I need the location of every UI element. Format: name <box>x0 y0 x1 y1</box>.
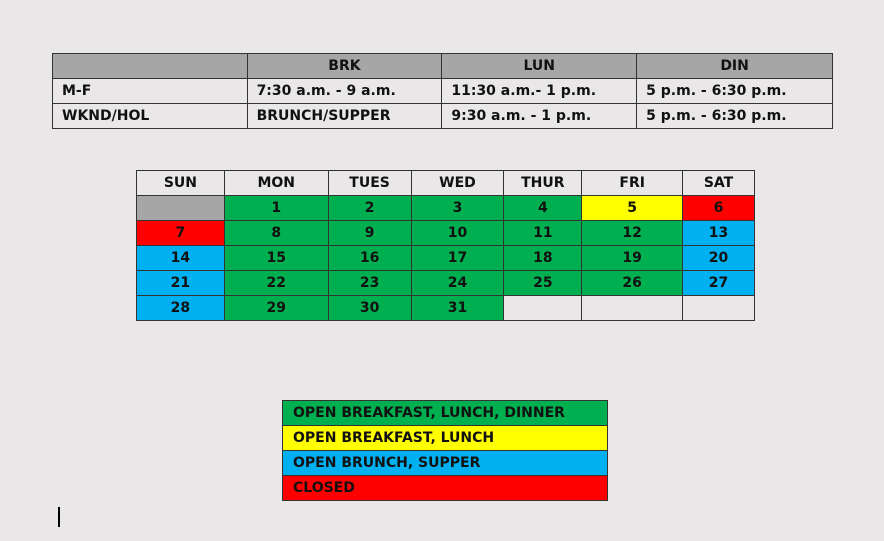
weekday-header[interactable]: TUES <box>328 171 411 196</box>
calendar-day-cell[interactable]: 18 <box>504 246 582 271</box>
calendar-week-row <box>137 246 755 271</box>
weekday-header[interactable]: WED <box>411 171 504 196</box>
hours-cell[interactable]: M-F <box>53 79 248 104</box>
legend-row <box>283 401 608 426</box>
calendar-day-cell[interactable]: 4 <box>504 196 582 221</box>
calendar-day-cell[interactable]: 14 <box>137 246 225 271</box>
calendar-day-cell[interactable]: 15 <box>224 246 328 271</box>
calendar-day-cell[interactable] <box>683 296 755 321</box>
legend-label[interactable]: OPEN BREAKFAST, LUNCH, DINNER <box>283 401 608 426</box>
hours-cell[interactable]: WKND/HOL <box>53 104 248 129</box>
calendar-body <box>137 196 755 321</box>
hours-cell[interactable]: 9:30 a.m. - 1 p.m. <box>442 104 637 129</box>
calendar-week-row <box>137 296 755 321</box>
hours-cell[interactable]: BRUNCH/SUPPER <box>247 104 442 129</box>
hours-header-row <box>53 54 833 79</box>
calendar-day-cell[interactable]: 16 <box>328 246 411 271</box>
legend-row <box>283 476 608 501</box>
weekday-header[interactable]: FRI <box>582 171 683 196</box>
legend-row <box>283 426 608 451</box>
calendar-week-row <box>137 196 755 221</box>
hours-row <box>53 104 833 129</box>
calendar-day-cell[interactable]: 25 <box>504 271 582 296</box>
hours-row <box>53 79 833 104</box>
calendar-day-cell[interactable] <box>137 196 225 221</box>
calendar-day-cell[interactable]: 21 <box>137 271 225 296</box>
calendar-day-cell[interactable]: 12 <box>582 221 683 246</box>
legend-body <box>283 401 608 501</box>
text-cursor <box>58 507 60 527</box>
hours-header-cell[interactable] <box>53 54 248 79</box>
weekday-header[interactable]: MON <box>224 171 328 196</box>
calendar-day-cell[interactable]: 26 <box>582 271 683 296</box>
calendar-day-cell[interactable]: 5 <box>582 196 683 221</box>
calendar-day-cell[interactable]: 11 <box>504 221 582 246</box>
calendar-day-cell[interactable]: 22 <box>224 271 328 296</box>
hours-cell[interactable]: 5 p.m. - 6:30 p.m. <box>637 79 833 104</box>
calendar-day-cell[interactable]: 6 <box>683 196 755 221</box>
calendar-day-cell[interactable]: 28 <box>137 296 225 321</box>
hours-header-cell[interactable]: BRK <box>247 54 442 79</box>
calendar-weekday-row <box>137 171 755 196</box>
calendar-day-cell[interactable] <box>582 296 683 321</box>
calendar-day-cell[interactable]: 19 <box>582 246 683 271</box>
calendar-day-cell[interactable]: 20 <box>683 246 755 271</box>
calendar-day-cell[interactable]: 10 <box>411 221 504 246</box>
hours-cell[interactable]: 11:30 a.m.- 1 p.m. <box>442 79 637 104</box>
calendar-day-cell[interactable] <box>504 296 582 321</box>
weekday-header[interactable]: THUR <box>504 171 582 196</box>
calendar-day-cell[interactable]: 24 <box>411 271 504 296</box>
legend-label[interactable]: CLOSED <box>283 476 608 501</box>
legend-row <box>283 451 608 476</box>
weekday-header[interactable]: SAT <box>683 171 755 196</box>
legend-table <box>282 400 608 501</box>
calendar-day-cell[interactable]: 30 <box>328 296 411 321</box>
calendar-day-cell[interactable]: 8 <box>224 221 328 246</box>
calendar-day-cell[interactable]: 27 <box>683 271 755 296</box>
calendar-day-cell[interactable]: 9 <box>328 221 411 246</box>
calendar-day-cell[interactable]: 29 <box>224 296 328 321</box>
hours-header-cell[interactable]: LUN <box>442 54 637 79</box>
calendar-day-cell[interactable]: 2 <box>328 196 411 221</box>
hours-cell[interactable]: 5 p.m. - 6:30 p.m. <box>637 104 833 129</box>
calendar-table <box>136 170 755 321</box>
legend-label[interactable]: OPEN BREAKFAST, LUNCH <box>283 426 608 451</box>
calendar-day-cell[interactable]: 13 <box>683 221 755 246</box>
legend-label[interactable]: OPEN BRUNCH, SUPPER <box>283 451 608 476</box>
calendar-day-cell[interactable]: 17 <box>411 246 504 271</box>
hours-header-cell[interactable]: DIN <box>637 54 833 79</box>
calendar-week-row <box>137 271 755 296</box>
calendar-day-cell[interactable]: 3 <box>411 196 504 221</box>
calendar-day-cell[interactable]: 7 <box>137 221 225 246</box>
hours-cell[interactable]: 7:30 a.m. - 9 a.m. <box>247 79 442 104</box>
hours-table <box>52 53 833 129</box>
calendar-day-cell[interactable]: 31 <box>411 296 504 321</box>
calendar-week-row <box>137 221 755 246</box>
calendar-day-cell[interactable]: 23 <box>328 271 411 296</box>
weekday-header[interactable]: SUN <box>137 171 225 196</box>
calendar-day-cell[interactable]: 1 <box>224 196 328 221</box>
